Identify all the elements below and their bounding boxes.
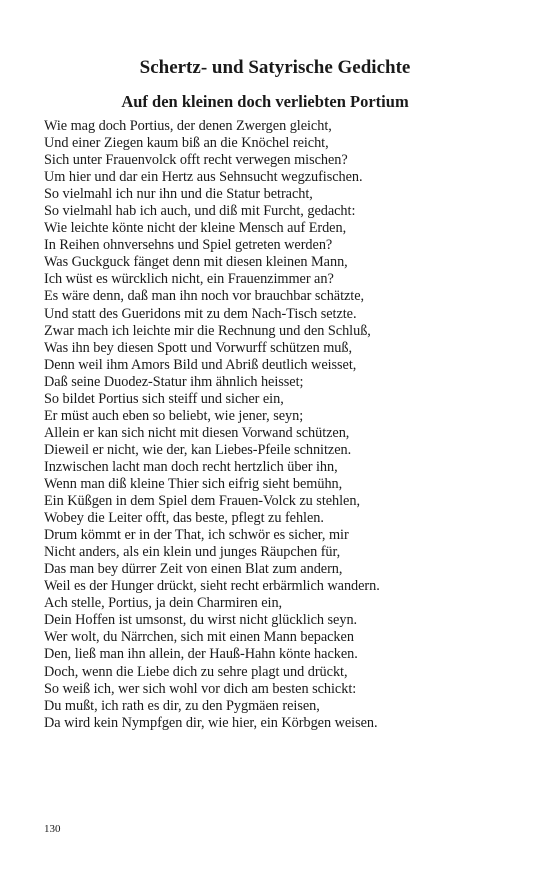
poem-line: Ich wüst es würcklich nicht, ein Frauenzimmer an? [44,271,334,288]
poem-line: Doch, wenn die Liebe dich zu sehre plagt und drückt, [44,663,348,680]
poem-line: Wobey die Leiter offt, das beste, pflegt zu fehlen. [44,510,324,527]
running-head-title: Schertz- und Satyrische Gedichte [139,57,411,78]
poem-line: Was ihn bey diesen Spott und Vorwurff schützen muß, [44,339,353,356]
poem-line: Das man bey dürrer Zeit von einen Blat zum andern, [44,561,343,578]
poem-line: Es wäre denn, daß man ihn noch vor brauchbar schätzte, [44,288,365,305]
poem-body [44,118,514,732]
poem-line: Was Guckguck fänget denn mit diesen kleinen Mann, [44,254,348,271]
poem-line: Und statt des Gueridons mit zu dem Nach-Tisch setzte. [44,305,357,322]
poem-line: Wie mag doch Portius, der denen Zwergen gleicht, [44,118,332,134]
poem-line: Wie leichte könte nicht der kleine Mensch auf Erden, [44,220,347,237]
poem-line: Denn weil ihm Amors Bild und Abriß deutlich weisset, [44,356,357,373]
poem-line: So vielmahl hab ich auch, und diß mit Furcht, gedacht: [44,203,356,220]
poem-line: Dein Hoffen ist umsonst, du wirst nicht glücklich seyn. [44,612,358,629]
poem-line: So vielmahl ich nur ihn und die Statur betracht, [44,186,313,203]
poem-line: Ein Küßgen in dem Spiel dem Frauen-Volck zu stehlen, [44,493,360,510]
poem-line: So bildet Portius sich steiff und sicher ein, [44,390,284,407]
poem-line: Du mußt, ich rath es dir, zu den Pygmäen reisen, [44,697,320,714]
poem-line: Wenn man diß kleine Thier sich eifrig sieht bemühn, [44,475,343,492]
poem-line: Zwar mach ich leichte mir die Rechnung und den Schluß, [44,322,371,339]
poem-line: Allein er kan sich nicht mit diesen Vorwand schützen, [44,424,350,441]
poem-line: Daß seine Duodez-Statur ihm ähnlich heisset; [44,373,304,390]
poem-line: Da wird kein Nympfgen dir, wie hier, ein Körbgen weisen. [44,714,378,731]
poem-line: Wer wolt, du Närrchen, sich mit einen Mann bepacken [44,629,354,646]
page-number: 130 [44,823,61,835]
poem-line: Den, ließ man ihn allein, der Hauß-Hahn könte hacken. [44,646,358,663]
poem-line: Er müst auch eben so beliebt, wie jener, seyn; [44,407,304,424]
poem-title: Auf den kleinen doch verliebten Portium [121,92,409,111]
poem-line: Dieweil er nicht, wie der, kan Liebes-Pfeile schnitzen. [44,441,352,458]
poem-line: Drum kömmt er in der That, ich schwör es sicher, mir [44,527,349,544]
poem-line: Inzwischen lacht man doch recht hertzlich über ihn, [44,458,338,475]
poem-line: Und einer Ziegen kaum biß an die Knöchel reicht, [44,135,329,152]
poem-line: So weiß ich, wer sich wohl vor dich am besten schickt: [44,680,357,697]
poem-line: Weil es der Hunger drückt, sieht recht erbärmlich wandern. [44,578,380,595]
poem-line: Um hier und dar ein Hertz aus Sehnsucht wegzufischen. [44,169,363,186]
poem-line: Ach stelle, Portius, ja dein Charmiren ein, [44,595,283,612]
poem-line: Sich unter Frauenvolck offt recht verwegen mischen? [44,152,348,169]
poem-line: In Reihen ohnversehns und Spiel getreten werden? [44,237,333,254]
poem-line: Nicht anders, als ein klein und junges Räupchen für, [44,544,341,561]
